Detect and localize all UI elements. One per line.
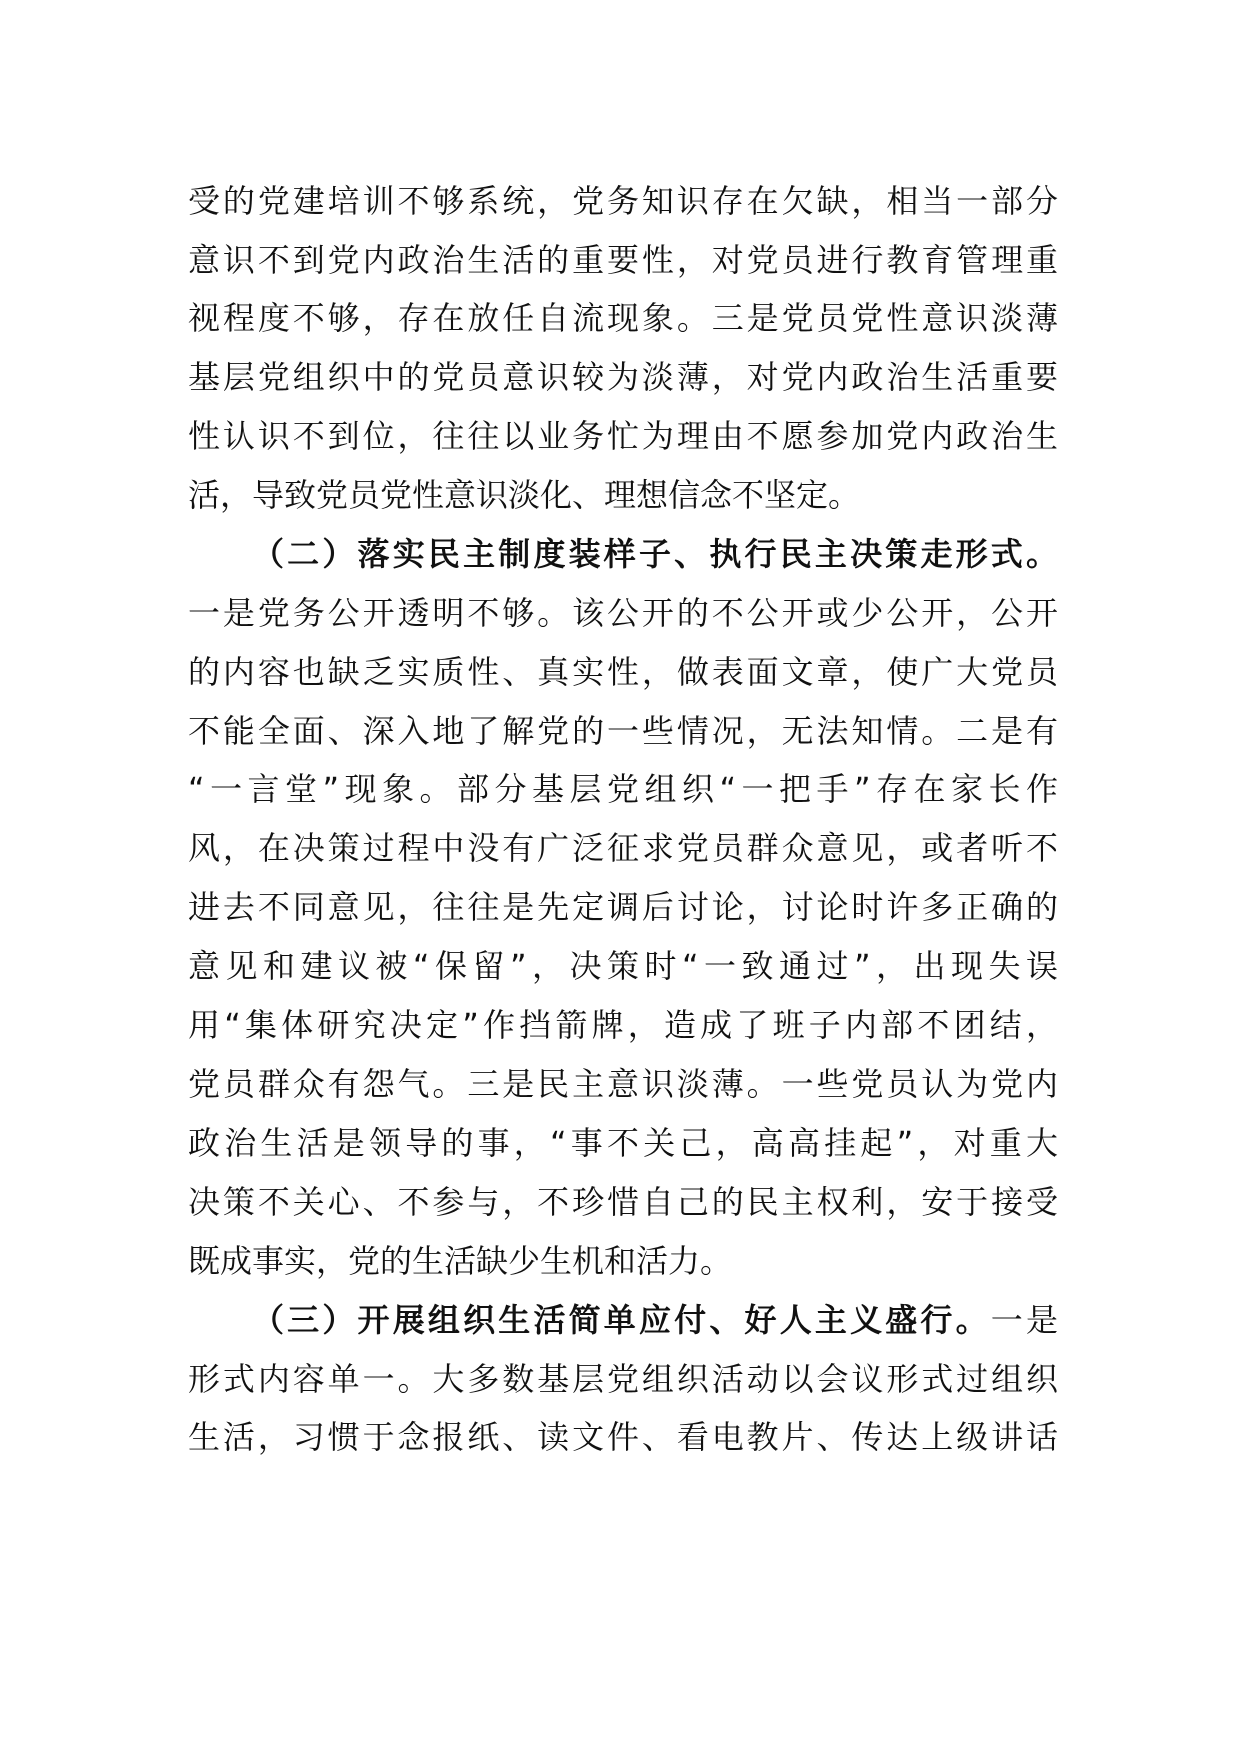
body-line-16: 党员群众有怨气。三是民主意识淡薄。一些党员认为党内 (188, 1065, 1058, 1103)
section-heading-2: （二）落实民主制度装样子、执行民主决策走形式。 (252, 535, 1058, 573)
body-line-18: 决策不关心、不参与，不珍惜自己的民主权利，安于接受 (188, 1183, 1058, 1221)
body-line-6: 活，导致党员党性意识淡化、理想信念不坚定。 (188, 476, 861, 514)
body-line-13: 进去不同意见，往往是先定调后讨论，讨论时许多正确的 (188, 888, 1058, 926)
body-line-17: 政治生活是领导的事，“事不关己，高高挂起”，对重大 (188, 1124, 1058, 1162)
body-line-3: 视程度不够，存在放任自流现象。三是党员党性意识淡薄 (188, 299, 1058, 337)
body-line-4: 基层党组织中的党员意识较为淡薄，对党内政治生活重要 (188, 358, 1058, 396)
body-line-21: 形式内容单一。大多数基层党组织活动以会议形式过组织 (188, 1360, 1058, 1398)
body-line-9: 的内容也缺乏实质性、真实性，做表面文章，使广大党员 (188, 653, 1058, 691)
body-line-15: 用“集体研究决定”作挡箭牌，造成了班子内部不团结， (188, 1006, 1058, 1044)
heading-3-continuation: 一是 (990, 1301, 1058, 1339)
body-line-14: 意见和建议被“保留”，决策时“一致通过”，出现失误 (188, 947, 1058, 985)
body-line-11: “一言堂”现象。部分基层党组织“一把手”存在家长作 (188, 770, 1058, 808)
body-line-2: 意识不到党内政治生活的重要性，对党员进行教育管理重 (188, 241, 1058, 279)
body-line-19: 既成事实，党的生活缺少生机和活力。 (188, 1242, 733, 1280)
section-heading-3: （三）开展组织生活简单应付、好人主义盛行。 (252, 1301, 991, 1339)
body-line-12: 风，在决策过程中没有广泛征求党员群众意见，或者听不 (188, 829, 1058, 867)
body-line-10: 不能全面、深入地了解党的一些情况，无法知情。二是有 (188, 712, 1058, 750)
section-heading-3-line (252, 1296, 1058, 1344)
body-line-8: 一是党务公开透明不够。该公开的不公开或少公开，公开 (188, 594, 1058, 632)
body-line-1: 受的党建培训不够系统，党务知识存在欠缺，相当一部分 (188, 182, 1058, 220)
body-line-22: 生活，习惯于念报纸、读文件、看电教片、传达上级讲话 (188, 1418, 1058, 1456)
body-line-5: 性认识不到位，往往以业务忙为理由不愿参加党内政治生 (188, 417, 1058, 455)
